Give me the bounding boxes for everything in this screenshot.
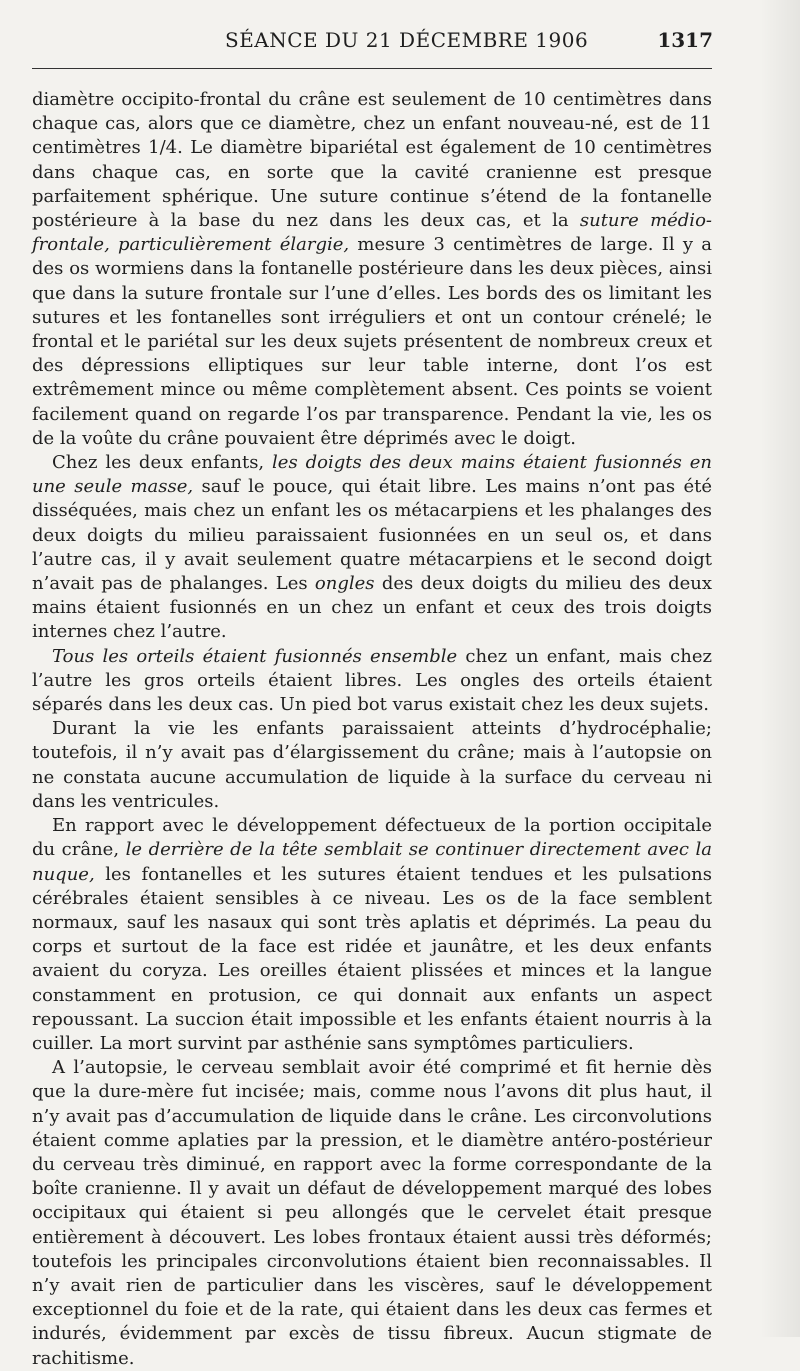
paragraph	[32, 645, 712, 718]
text-run: mesure 3 centimètres de large. Il y a des os wormiens dans la fontanelle postérieure dans les deux pièces, ainsi que dans la suture frontale sur l’une d’elles. Les bords des os limitant les sutures et les fontanelles sont irréguliers et ont un contour crénelé; le frontal et le pariétal sur les deux sujets présentent de nombreux creux et des dépressions elliptiques sur leur table interne, dont l’os est extrêmement mince ou même complètement absent. Ces points se voient facilement quand on regarde l’os par transparence. Pendant la vie, les os de la voûte du crâne pouvaient être déprimés avec le doigt.	[32, 234, 712, 449]
italic-text: ongles	[314, 573, 375, 595]
running-title: SÉANCE DU 21 DÉCEMBRE 1906	[225, 28, 589, 52]
text-run: des deux doigts du milieu des deux mains étaient fusionnés en un chez un enfant et ceux des trois doigts internes chez l’autre.	[32, 573, 712, 643]
body-text	[32, 88, 712, 1371]
header-rule	[32, 68, 712, 69]
text-run: Chez les deux enfants,	[52, 452, 273, 474]
paragraph	[32, 1056, 712, 1371]
italic-text: Tous les orteils étaient fusionnés ensemble	[52, 645, 458, 667]
paragraph	[32, 451, 712, 645]
page-number: 1317	[657, 28, 713, 52]
italic-text: les doigts des deux mains étaient fusionnés en une seule masse,	[32, 452, 712, 498]
text-run: chez un enfant, mais chez l’autre les gros orteils étaient libres. Les ongles des orteils étaient séparés dans les deux cas. Un pied bot varus existait chez les deux sujets.	[32, 645, 712, 716]
text-run: A l’autopsie, le cerveau semblait avoir été comprimé et fit hernie dès que la dure-mère fut incisée; mais, comme nous l’avons dit plus haut, il n’y avait pas d’accumulation de liquide dans le crâne. Les circonvolutions étaient comme aplaties par la pression, et le diamètre antéro-postérieur du cerveau très diminué, en rapport avec la forme correspondante de la boîte cranienne. Il y avait un défaut de développement marqué des lobes occipitaux qui étaient si peu allongés que le cervelet était presque entièrement à découvert. Les lobes frontaux étaient aussi très déformés; toutefois les principales circonvolutions étaient bien reconnaissables. Il n’y avait rien de particulier dans les viscères, sauf le développement exceptionnel du foie et de la rate, qui étaient dans les deux cas fermes et indurés, évidemment par excès de tissu fibreux. Aucun stigmate de rachitisme.	[32, 1057, 712, 1369]
text-run: les fontanelles et les sutures étaient tendues et les pulsations cérébrales étaient sensibles à ce niveau. Les os de la face semblent normaux, sauf les nasaux qui sont très aplatis et déprimés. La peau du corps et surtout de la face est ridée et jaunâtre, et les deux enfants avaient du coryza. Les oreilles étaient plissées et minces et la langue constamment en protusion, ce qui donnait aux enfants un aspect repoussant. La succion était impossible et les enfants étaient nourris à la cuiller. La mort survint par asthénie sans symptômes particuliers.	[32, 863, 712, 1054]
text-run: diamètre occipito-frontal du crâne est seulement de 10 centimètres dans chaque cas, alors que ce diamètre, chez un enfant nouveau-né, est de 11 centimètres 1/4. Le diamètre bipariétal est également de 10 centimètres dans chaque cas, en sorte que la cavité cranienne est presque parfaitement sphérique. Une suture continue s’étend de la fontanelle postérieure à la base du nez dans les deux cas, et la	[32, 89, 712, 232]
paragraph	[32, 717, 712, 814]
text-run: Durant la vie les enfants paraissaient atteints d’hydrocéphalie; toutefois, il n’y avait pas d’élargissement du crâne; mais à l’autopsie on ne constata aucune accumulation de liquide à la surface du cerveau ni dans les ventricules.	[32, 718, 712, 812]
page-header	[225, 28, 713, 54]
italic-text: le derrière de la tête semblait se continuer directement avec la nuque,	[32, 839, 712, 885]
text-run: sauf le pouce, qui était libre. Les mains n’ont pas été disséquées, mais chez un enfant les os métacarpiens et les phalanges des deux doigts du milieu paraissaient fusionnées en un seul os, et dans l’autre cas, il y avait seulement quatre métacarpiens et le second doigt n’avait pas de phalanges. Les	[32, 476, 712, 595]
italic-text: suture médio-frontale, particulièrement élargie,	[32, 210, 712, 256]
paragraph	[32, 88, 712, 451]
text-run: En rapport avec le développement défectueux de la portion occipitale du crâne,	[32, 815, 712, 861]
paragraph	[32, 814, 712, 1056]
page-edge-shadow	[760, 0, 800, 1337]
